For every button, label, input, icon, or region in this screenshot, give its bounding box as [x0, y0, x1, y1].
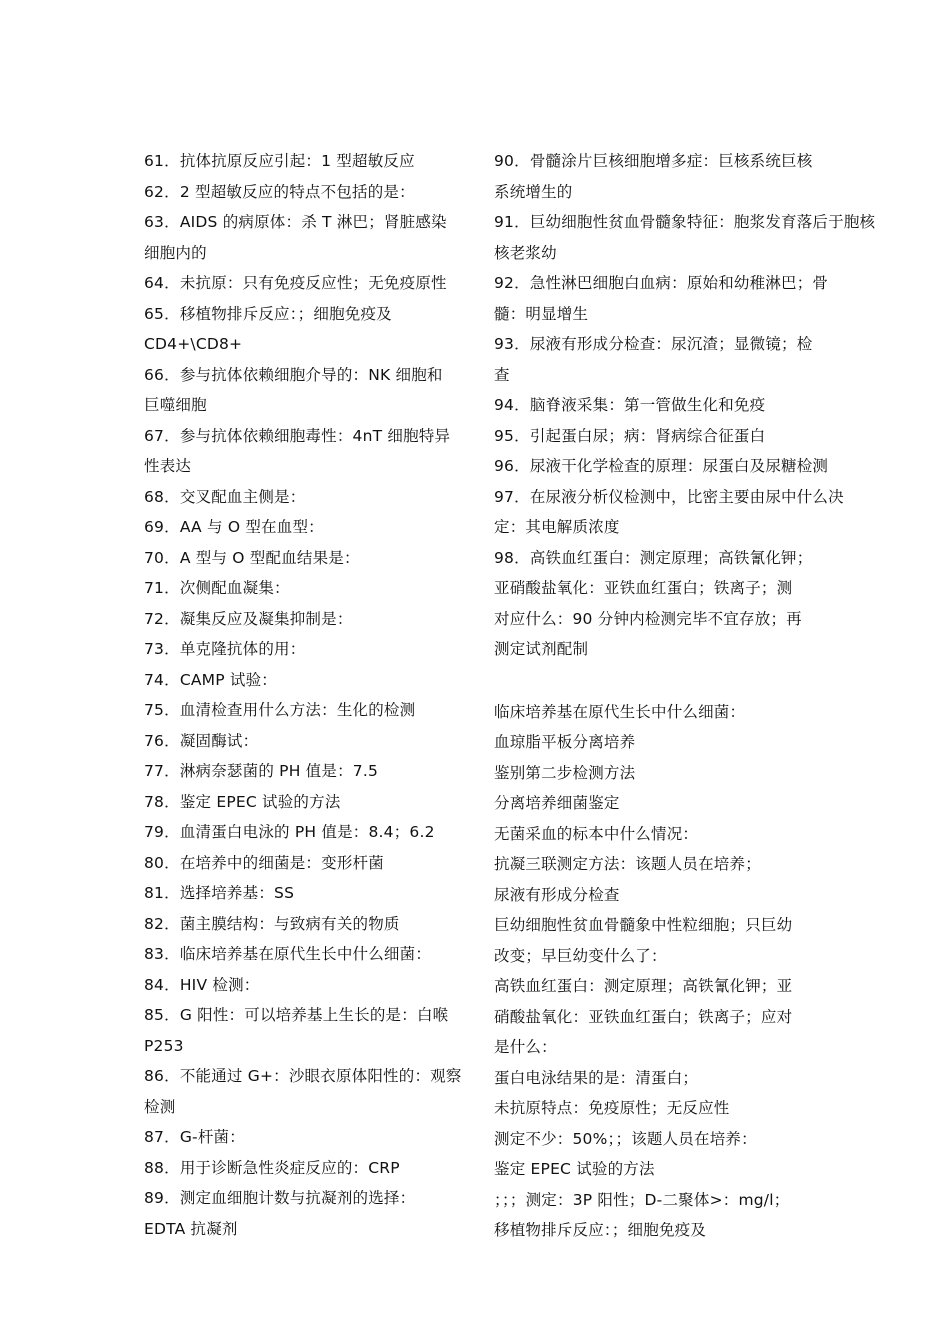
text-line: 硝酸盐氧化：亚铁血红蛋白；铁离子；应对	[494, 1007, 793, 1026]
text-line: 测定不少：50%；；该题人员在培养：	[494, 1129, 757, 1148]
right-column	[494, 146, 876, 1246]
text-line: 80．在培养中的细菌是：变形杆菌	[144, 853, 384, 872]
text-line: EDTA 抗凝剂	[144, 1219, 238, 1238]
text-line: 系统增生的	[494, 182, 573, 201]
text-line: 检测	[144, 1097, 176, 1116]
paragraph-gap	[494, 665, 814, 697]
text-line: 巨噬细胞	[144, 396, 207, 414]
text-line: 66．参与抗体依赖细胞介导的：NK 细胞和	[144, 365, 443, 384]
text-line: 89．测定血细胞计数与抗凝剂的选择：	[144, 1189, 416, 1207]
text-line: 96．尿液干化学检查的原理：尿蛋白及尿糖检测	[494, 457, 829, 475]
text-line: 亚硝酸盐氧化：亚铁血红蛋白；铁离子；测	[494, 579, 793, 597]
text-line: 鉴定 EPEC 试验的方法	[494, 1160, 655, 1178]
text-line: 83．临床培养基在原代生长中什么细菌：	[144, 945, 432, 963]
text-line: 移植物排斥反应：；细胞免疫及	[494, 1221, 707, 1239]
text-line: 高铁血红蛋白：测定原理；高铁氰化钾；亚	[494, 977, 793, 995]
text-line: 74．CAMP 试验：	[144, 670, 277, 689]
text-line: 81．选择培养基：SS	[144, 884, 295, 902]
text-line: 65．移植物排斥反应：；细胞免疫及	[144, 304, 392, 323]
text-line: 临床培养基在原代生长中什么细菌：	[494, 702, 746, 721]
text-line: 92．急性淋巴细胞白血病：原始和幼稚淋巴；骨	[494, 274, 829, 292]
text-line: 71．次侧配血凝集：	[144, 579, 290, 597]
text-line: 76．凝固酶试：	[144, 731, 259, 750]
text-line: 分离培养细菌鉴定	[494, 794, 620, 812]
text-line: 性表达	[144, 457, 192, 475]
text-line: 无菌采血的标本中什么情况：	[494, 824, 699, 843]
text-line: 87．G-杆菌：	[144, 1128, 245, 1146]
text-line: 69．AA 与 O 型在血型：	[144, 518, 324, 536]
text-line: 90．骨髓涂片巨核细胞增多症：巨核系统巨核	[494, 152, 813, 170]
left-column	[144, 146, 464, 1244]
text-line: 尿液有形成分检查	[494, 885, 620, 904]
text-line: 抗凝三联测定方法：该题人员在培养；	[494, 855, 761, 873]
text-line: 93．尿液有形成分检查：尿沉渣；显微镜；检	[494, 335, 813, 353]
text-line: 61．抗体抗原反应引起：1 型超敏反应	[144, 152, 415, 170]
text-line: 62．2 型超敏反应的特点不包括的是：	[144, 182, 415, 201]
text-line: 鉴别第二步检测方法	[494, 763, 636, 782]
text-line: 70．A 型与 O 型配血结果是：	[144, 548, 360, 567]
text-line: 77．淋病奈瑟菌的 PH 值是：7.5	[144, 762, 379, 780]
text-line: 88．用于诊断急性炎症反应的：CRP	[144, 1158, 400, 1177]
text-line: 巨幼细胞性贫血骨髓象中性粒细胞；只巨幼	[494, 916, 793, 934]
text-line: 97．在尿液分析仪检测中，比密主要由尿中什么决	[494, 487, 844, 506]
text-line: 改变；早巨幼变什么了：	[494, 946, 667, 965]
text-line: 91．巨幼细胞性贫血骨髓象特征：胞浆发育落后于胞核	[494, 213, 876, 231]
text-line: 94．脑脊液采集：第一管做生化和免疫	[494, 396, 766, 414]
text-line: 核老浆幼	[494, 243, 557, 262]
text-line: 86．不能通过 G+：沙眼衣原体阳性的：观察	[144, 1067, 462, 1085]
text-line: P253	[144, 1036, 184, 1055]
text-line: 查	[494, 365, 510, 384]
text-line: ；；；测定：3P 阳性；D-二聚体>：mg/l；	[494, 1190, 790, 1209]
text-line: 75．血清检查用什么方法：生化的检测	[144, 701, 416, 719]
text-line: 72．凝集反应及凝集抑制是：	[144, 609, 353, 628]
text-line: 63．AIDS 的病原体：杀 T 淋巴；肾脏感染	[144, 213, 447, 231]
text-line: 血琼脂平板分离培养	[494, 733, 636, 751]
text-line: 85．G 阳性：可以培养基上生长的是：白喉	[144, 1006, 449, 1024]
text-line: 84．HIV 检测：	[144, 975, 260, 994]
text-line: 95．引起蛋白尿；病：肾病综合征蛋白	[494, 426, 766, 445]
text-line: 82．菌主膜结构：与致病有关的物质	[144, 914, 400, 933]
text-line: CD4+\CD8+	[144, 335, 243, 353]
text-line: 78．鉴定 EPEC 试验的方法	[144, 792, 341, 811]
text-line: 79．血清蛋白电泳的 PH 值是：8.4；6.2	[144, 823, 435, 841]
text-line: 98．高铁血红蛋白：测定原理；高铁氰化钾；	[494, 548, 813, 567]
text-line: 定：其电解质浓度	[494, 518, 620, 536]
text-line: 蛋白电泳结果的是：清蛋白；	[494, 1068, 699, 1087]
text-line: 测定试剂配制	[494, 640, 589, 658]
text-line: 未抗原特点：免疫原性；无反应性	[494, 1099, 730, 1117]
text-line: 髓：明显增生	[494, 304, 589, 323]
text-line: 67．参与抗体依赖细胞毒性：4nT 细胞特异	[144, 426, 451, 445]
text-line: 64．未抗原：只有免疫反应性；无免疫原性	[144, 274, 447, 292]
text-line: 细胞内的	[144, 243, 207, 262]
text-line: 是什么：	[494, 1038, 557, 1056]
text-line: 73．单克隆抗体的用：	[144, 640, 306, 658]
text-line: 对应什么：90 分钟内检测完毕不宜存放；再	[494, 609, 802, 628]
text-line: 68．交叉配血主侧是：	[144, 487, 306, 506]
